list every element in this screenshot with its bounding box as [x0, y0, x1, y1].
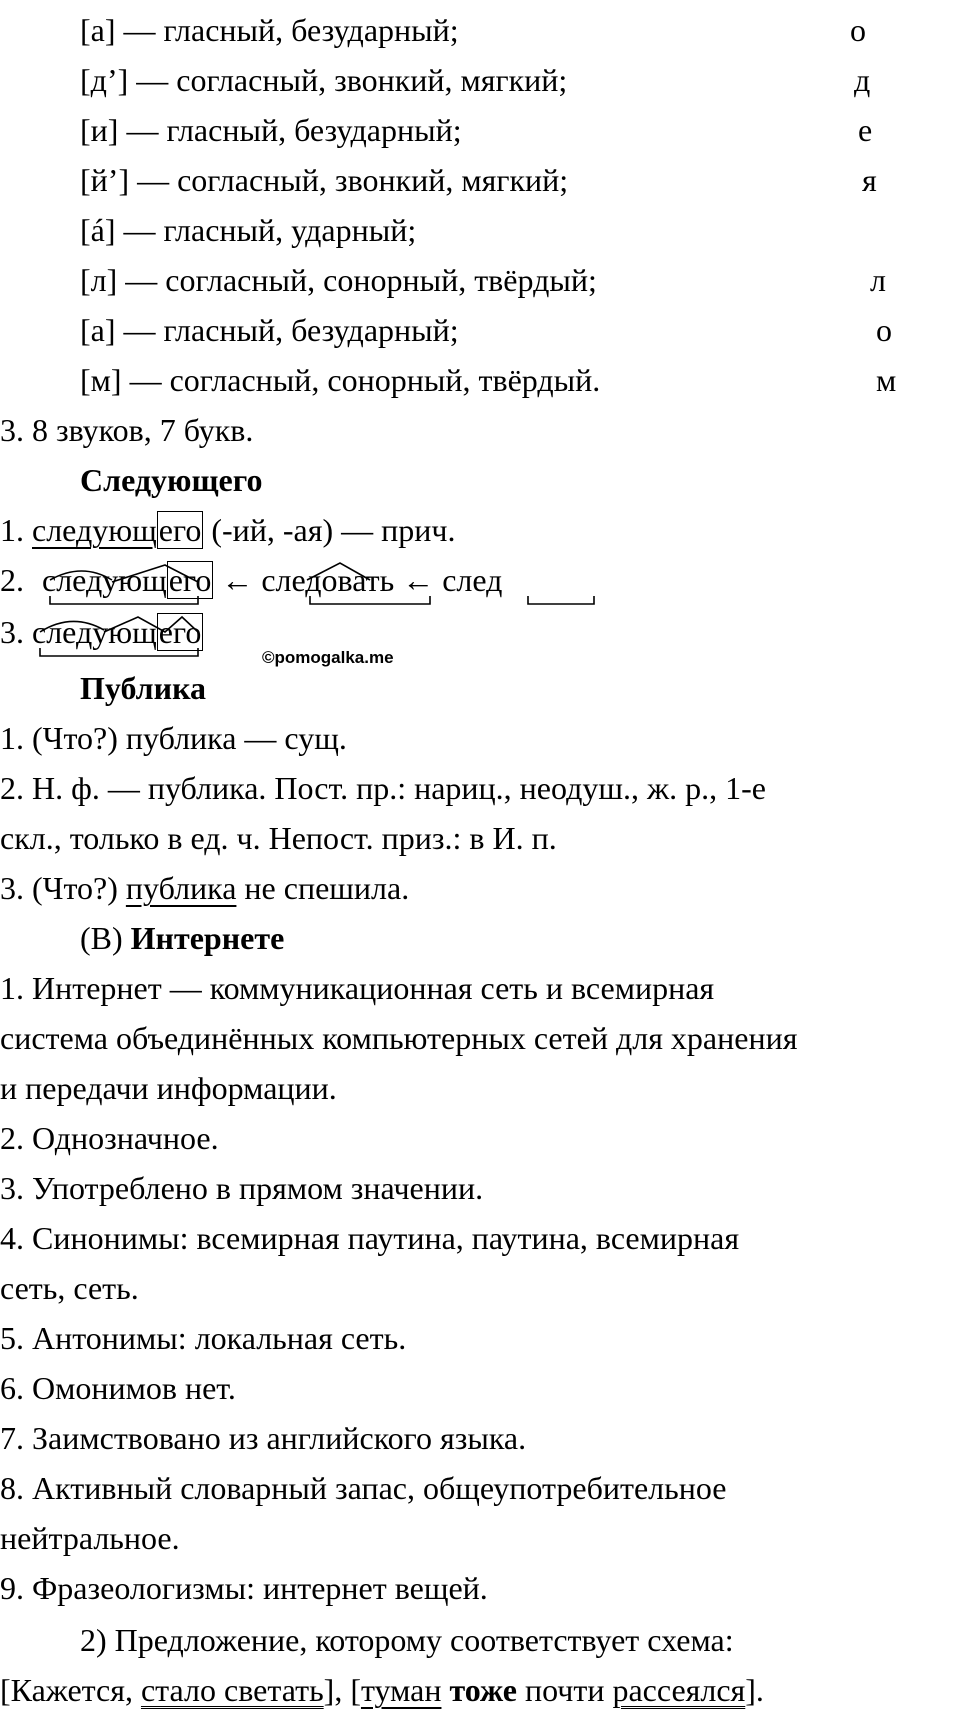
phonetic-line: [м] — согласный, сонорный, твёрдый. [80, 362, 601, 398]
analysis-line: 1. Интернет — коммуникационная сеть и всемирная [0, 970, 715, 1006]
stem-bracket-icon [40, 648, 198, 656]
phonetic-letter: о [850, 12, 866, 48]
analysis-line: 6. Омонимов нет. [0, 1370, 236, 1406]
phonetic-line: [й’] — согласный, звонкий, мягкий; [80, 162, 569, 198]
phonetic-letter: л [870, 262, 886, 298]
phonetic-line: [л] — согласный, сонорный, твёрдый; [80, 262, 597, 298]
line-number: 3. [0, 614, 32, 650]
phonetic-line: [д’] — согласный, звонкий, мягкий; [80, 62, 568, 98]
scheme-sentence [0, 1670, 764, 1710]
sentence-text: ], [ [323, 1672, 361, 1708]
suffix-caret-icon [112, 565, 198, 582]
root-arc-icon [50, 571, 112, 580]
stem-bracket-icon [310, 596, 430, 604]
phonetic-letter: д [854, 62, 871, 98]
preposition: (В) [80, 920, 131, 956]
derivation-word: след [442, 562, 503, 598]
phonetic-letter: м [876, 362, 897, 398]
analysis-text: 3. (Что?) [0, 870, 126, 906]
analysis-line: нейтральное. [0, 1520, 180, 1556]
arrow-icon: ← [213, 562, 262, 598]
watermark: ©pomogalka.me [262, 648, 394, 667]
subject-word: публика [125, 870, 237, 906]
suffix-caret-icon [104, 617, 198, 632]
morpheme-marks [0, 0, 960, 700]
analysis-line: 1. (Что?) публика — сущ. [0, 720, 347, 756]
analysis-line: 5. Антонимы: локальная сеть. [0, 1320, 407, 1356]
sentence-text: ]. [745, 1672, 764, 1708]
phonetic-line: [а] — гласный, безударный; [80, 12, 459, 48]
emphasis-word: тоже [449, 1672, 517, 1708]
word-title: Следующего [80, 462, 263, 498]
sentence-text: [Кажется, [0, 1672, 141, 1708]
word-stem: следующ [32, 614, 157, 650]
analysis-line: скл., только в ед. ч. Непост. приз.: в И. п. [0, 820, 557, 856]
analysis-text: не спешила. [236, 870, 410, 906]
analysis-line: 2. Н. ф. — публика. Пост. пр.: нариц., неодуш., ж. р., 1-е [0, 770, 766, 806]
phonetic-letter: я [862, 162, 877, 198]
morpheme-line-3-marks [40, 617, 198, 656]
derivation-word: следовать [261, 562, 395, 598]
phonetic-line: [и] — гласный, безударный; [80, 112, 462, 148]
analysis-line: система объединённых компьютерных сетей для хранения [0, 1020, 798, 1056]
analysis-line: 9. Фразеологизмы: интернет вещей. [0, 1570, 488, 1606]
analysis-text: (-ий, -ая) — прич. [203, 512, 456, 548]
stem-bracket-icon [528, 596, 594, 604]
analysis-line: 7. Заимствовано из английского языка. [0, 1420, 527, 1456]
subject-word: туман [360, 1672, 442, 1708]
suffix-caret-icon [307, 563, 370, 580]
morpheme-line-2-marks [50, 563, 594, 604]
analysis-line: 8. Активный словарный запас, общеупотребительное [0, 1470, 727, 1506]
analysis-line: сеть, сеть. [0, 1270, 139, 1306]
word-ending: его [158, 614, 202, 650]
analysis-line: и передачи информации. [0, 1070, 337, 1106]
word-title-line [80, 918, 284, 958]
phonetic-letter: о [876, 312, 892, 348]
phonetic-line: [а] — гласный, безударный; [80, 312, 459, 348]
stem-bracket-icon [50, 596, 198, 604]
predicate-word: стало светать [140, 1672, 324, 1708]
word-title: Интернете [130, 920, 285, 956]
arrow-icon: ← [394, 562, 443, 598]
phonetic-letter: е [858, 112, 873, 148]
line-number: 2. [0, 562, 32, 598]
analysis-line: 4. Синонимы: всемирная паутина, паутина, всемирная [0, 1220, 740, 1256]
analysis-line: 3. Употреблено в прямом значении. [0, 1170, 484, 1206]
sound-count: 3. 8 звуков, 7 букв. [0, 412, 254, 448]
task-intro: 2) Предложение, которому соответствует схема: [80, 1622, 734, 1658]
sentence-text: почти [516, 1672, 613, 1708]
word-stem: следующ [42, 562, 167, 598]
phonetic-line: [á] — гласный, ударный; [80, 212, 417, 248]
word-title: Публика [80, 670, 207, 706]
analysis-line [0, 868, 409, 908]
word-ending: его [158, 512, 202, 548]
root-arc-icon [40, 621, 104, 632]
line-number: 1. [0, 512, 32, 548]
predicate-word: рассеялся [612, 1672, 746, 1708]
analysis-line: 2. Однозначное. [0, 1120, 219, 1156]
word-ending: его [168, 562, 212, 598]
word-stem: следующ [32, 512, 157, 548]
